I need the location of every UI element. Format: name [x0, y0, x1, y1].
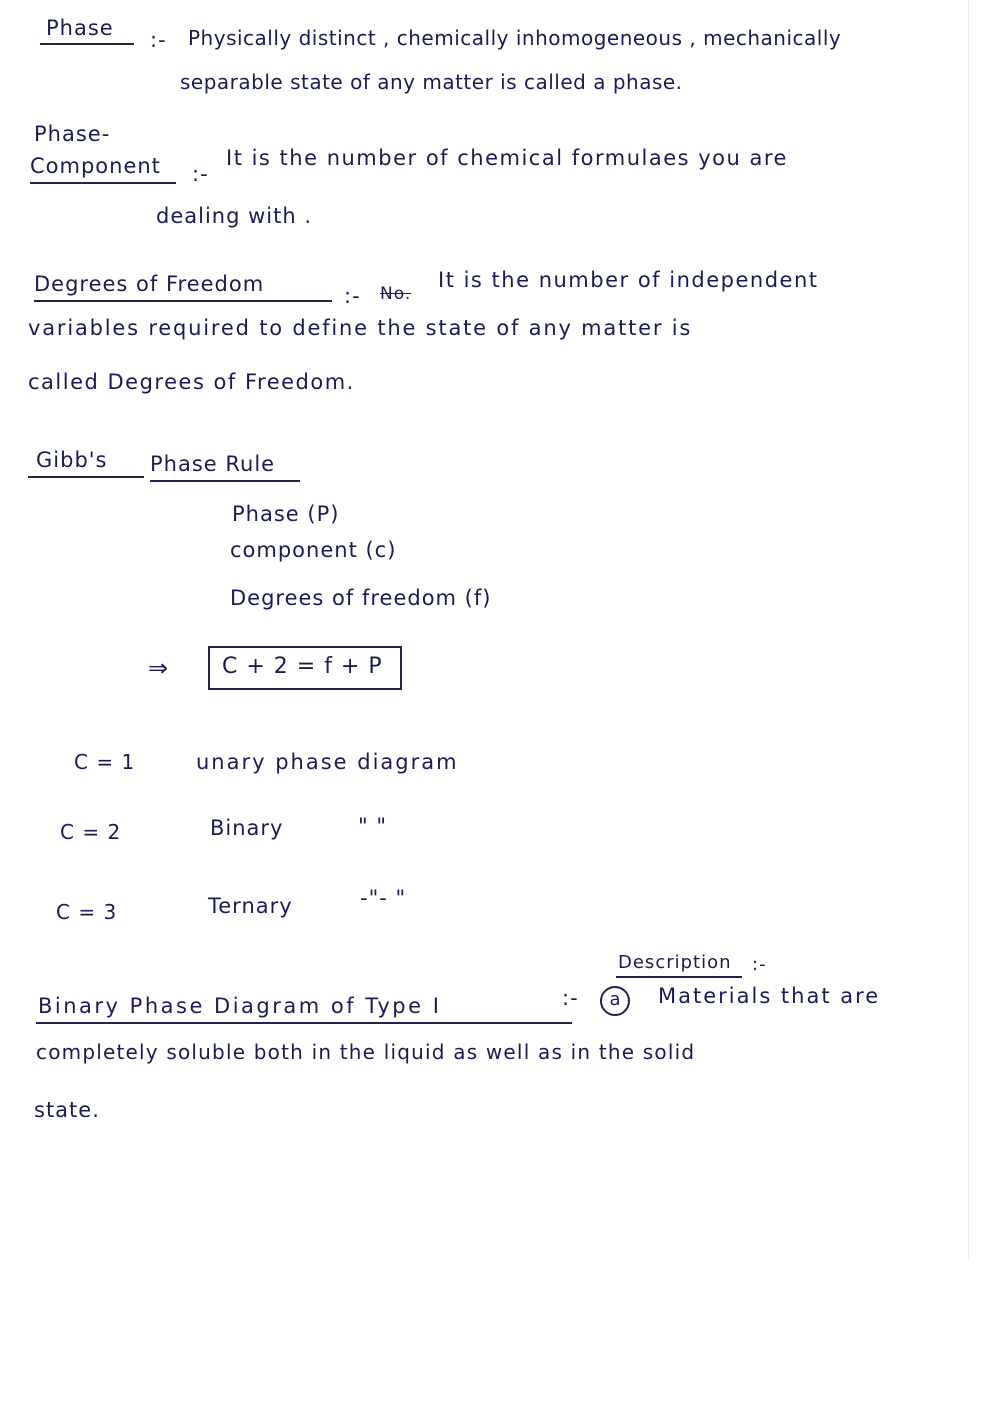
freedom-term: Degrees of Freedom: [34, 272, 265, 296]
component-term-prefix: Phase-: [34, 122, 111, 146]
component-definition-line-1: It is the number of chemical formulaes you are: [226, 146, 788, 170]
binary-definition-line-3: state.: [34, 1098, 100, 1122]
type-c3: C = 3: [56, 900, 118, 924]
component-definition-line-2: dealing with .: [156, 204, 313, 228]
type-c1: C = 1: [74, 750, 136, 774]
phase-sep: :-: [150, 28, 167, 52]
page-edge-shadow: [968, 0, 969, 1260]
freedom-term-underline: [34, 300, 332, 302]
gibbs-item-phase: Phase (P): [232, 502, 340, 526]
freedom-definition-line-1: It is the number of independent: [438, 268, 819, 292]
freedom-definition-line-2: variables required to define the state of any matter is: [28, 316, 693, 340]
component-sep: :-: [192, 162, 209, 186]
description-label: Description: [618, 952, 732, 973]
phase-term: Phase: [46, 16, 114, 40]
type-c2-name: Binary: [210, 816, 284, 840]
description-sep: :-: [752, 954, 767, 975]
item-marker-a: a: [600, 986, 630, 1016]
phase-definition-line-1: Physically distinct , chemically inhomogeneous , mechanically: [188, 26, 842, 50]
binary-heading: Binary Phase Diagram of Type I: [38, 994, 442, 1018]
phase-term-underline: [40, 43, 134, 45]
implies-arrow-icon: ⇒: [148, 654, 170, 682]
gibbs-heading-underline-a: [28, 476, 144, 478]
type-c3-name: Ternary: [208, 894, 293, 918]
gibbs-heading-name: Gibb's: [36, 448, 108, 472]
gibbs-item-freedom: Degrees of freedom (f): [230, 586, 492, 610]
gibbs-heading-title: Phase Rule: [150, 452, 276, 476]
component-term-underline: [30, 182, 176, 184]
component-term: Component: [30, 154, 161, 178]
description-underline: [616, 976, 742, 978]
binary-heading-underline: [36, 1022, 572, 1024]
type-c2: C = 2: [60, 820, 122, 844]
binary-definition-line-1: Materials that are: [658, 984, 881, 1008]
type-c3-ditto: -"- ": [360, 886, 407, 910]
type-c1-name: unary phase diagram: [196, 750, 459, 774]
gibbs-item-component: component (c): [230, 538, 397, 562]
binary-definition-line-2: completely soluble both in the liquid as well as in the solid: [36, 1040, 696, 1064]
type-c2-ditto: " ": [358, 814, 387, 838]
freedom-struck-word: No.: [380, 284, 412, 304]
binary-heading-sep: :-: [562, 986, 579, 1010]
phase-rule-formula: C + 2 = f + P: [222, 654, 383, 679]
gibbs-heading-underline-b: [150, 480, 300, 482]
freedom-definition-line-3: called Degrees of Freedom.: [28, 370, 355, 394]
phase-definition-line-2: separable state of any matter is called a phase.: [180, 70, 683, 94]
freedom-sep: :-: [344, 284, 361, 308]
